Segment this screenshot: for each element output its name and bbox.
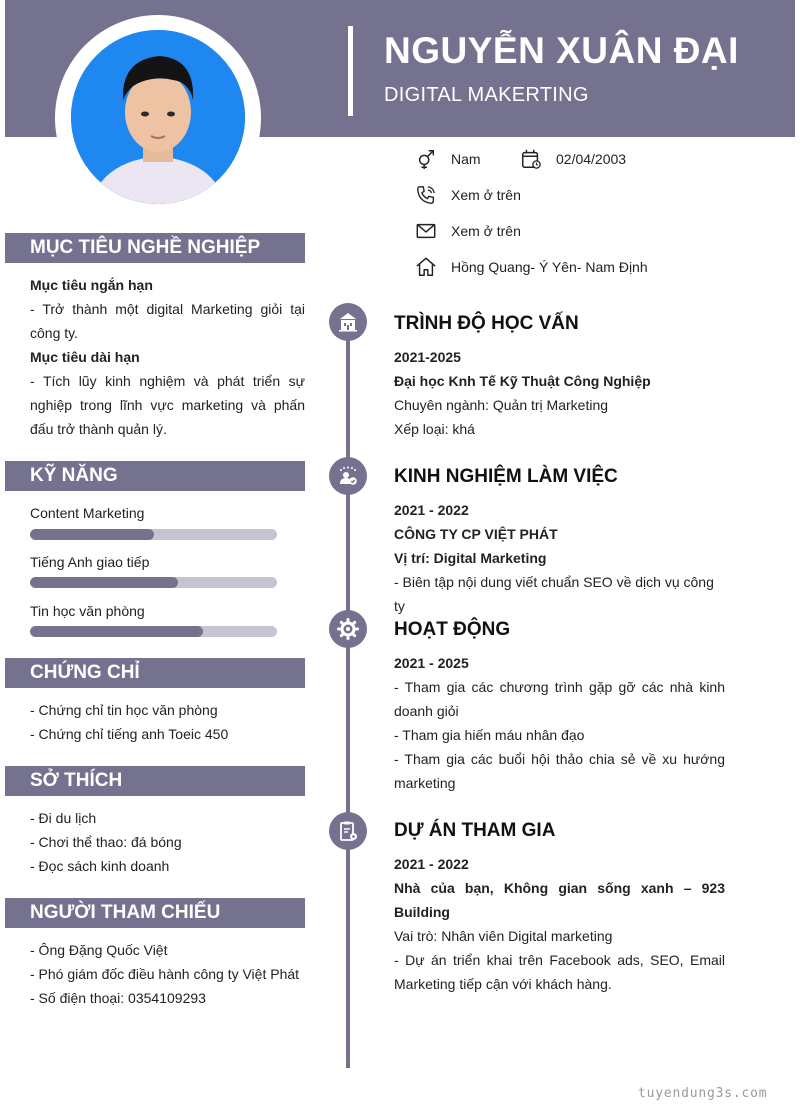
gear-icon [336,617,360,641]
projects-heading: DỰ ÁN THAM GIA [394,820,556,841]
certificates-heading: CHỨNG CHỈ [5,658,305,688]
timeline-line [346,320,350,1068]
skill-label: Content Marketing [30,505,145,521]
major: Chuyên ngành: Quản trị Marketing [394,397,609,413]
school-icon [336,310,360,334]
experience-marker [329,457,367,495]
school-name: Đại học Knh Tế Kỹ Thuật Công Nghiệp [394,373,651,389]
list-item: - Phó giám đốc điều hành công ty Việt Phát [30,966,300,982]
hobbies-heading: SỞ THÍCH [5,766,305,796]
phone-value: Xem ở trên [451,187,521,203]
birthday-value: 02/04/2003 [556,151,627,167]
list-item: - Tham gia các buổi hội thảo chia sẻ về xu hướng marketing [394,751,725,791]
experience-desc: - Biên tập nội dung viết chuẩn SEO về dịch vụ công ty [394,574,714,614]
position: Vị trí: Digital Marketing [394,550,547,566]
list-item: - Chứng chỉ tin học văn phòng [30,702,218,718]
activities-heading: HOẠT ĐỘNG [394,619,511,640]
references-list [30,938,305,1010]
list-item: - Chứng chỉ tiếng anh Toeic 450 [30,726,229,742]
short-term-label: Mục tiêu ngắn hạn [30,277,153,293]
projects-marker [329,812,367,850]
envelope-icon [415,220,437,242]
gender-value: Nam [451,151,481,167]
project-period: 2021 - 2022 [394,856,469,872]
long-term-text: - Tích lũy kinh nghiệm và phát triển sự nghiệp trong lĩnh vực marketing và phấn đấu trở thành quản lý. [30,373,305,437]
skill-bar-fill [30,529,154,540]
activities-period: 2021 - 2025 [394,655,469,671]
email-value: Xem ở trên [451,223,521,239]
skill-bar [30,529,277,540]
skill-label: Tiếng Anh giao tiếp [30,554,150,570]
phone-icon [415,184,437,206]
contact-address [415,255,648,279]
watermark: tuyendung3s.com [638,1086,768,1101]
education-marker [329,303,367,341]
address-value: Hồng Quang- Ý Yên- Nam Định [451,259,648,275]
name-divider [348,26,353,116]
avatar [71,30,245,204]
job-title: DIGITAL MAKERTING [384,84,589,106]
person-portrait-icon [71,30,245,204]
experience-heading: KINH NGHIỆM LÀM VIỆC [394,466,618,487]
project-name: Nhà của bạn, Không gian sống xanh – 923 Building [394,880,725,920]
education-period: 2021-2025 [394,349,461,365]
list-item: - Tham gia hiến máu nhân đạo [394,727,585,743]
certificates-list [30,698,305,746]
list-item: - Ông Đặng Quốc Việt [30,942,168,958]
activities-marker [329,610,367,648]
skill-bar-fill [30,626,203,637]
contact-email [415,219,521,243]
hobbies-list [30,806,305,878]
list-item: - Số điện thoại: 0354109293 [30,990,206,1006]
list-item: - Đi du lịch [30,810,97,826]
skill-bar [30,626,277,637]
contact-gender [415,147,481,171]
references-heading: NGƯỜI THAM CHIẾU [5,898,305,928]
list-item: - Tham gia các chương trình gặp gỡ các nhà kinh doanh giỏi [394,679,725,719]
skill-label: Tin học văn phòng [30,603,145,619]
experience-content [394,498,725,618]
project-role: Vai trò: Nhân viên Digital marketing [394,928,613,944]
list-item: - Chơi thể thao: đá bóng [30,834,182,850]
contact-phone [415,183,521,207]
team-award-icon [336,464,360,488]
long-term-label: Mục tiêu dài hạn [30,349,140,365]
activities-content [394,651,725,795]
gender-icon [415,148,437,170]
skill-bar [30,577,277,588]
skill-bar-fill [30,577,178,588]
home-icon [415,256,437,278]
skills-heading: KỸ NĂNG [5,461,305,491]
education-content [394,345,725,441]
candidate-name: NGUYỄN XUÂN ĐẠI [384,30,739,71]
company-name: CÔNG TY CP VIỆT PHÁT [394,526,558,542]
contact-birthday [520,147,626,171]
objective-content [30,273,305,441]
short-term-text: - Trở thành một digital Marketing giỏi tại công ty. [30,301,305,341]
project-desc: - Dự án triển khai trên Facebook ads, SEO, Email Marketing tiếp cận với khách hàng. [394,952,725,992]
calendar-icon [520,148,542,170]
objective-heading: MỤC TIÊU NGHỀ NGHIỆP [5,233,305,263]
experience-period: 2021 - 2022 [394,502,469,518]
grade: Xếp loại: khá [394,421,475,437]
education-heading: TRÌNH ĐỘ HỌC VẤN [394,313,579,334]
projects-content [394,852,725,996]
clipboard-icon [336,819,360,843]
list-item: - Đọc sách kinh doanh [30,858,170,874]
